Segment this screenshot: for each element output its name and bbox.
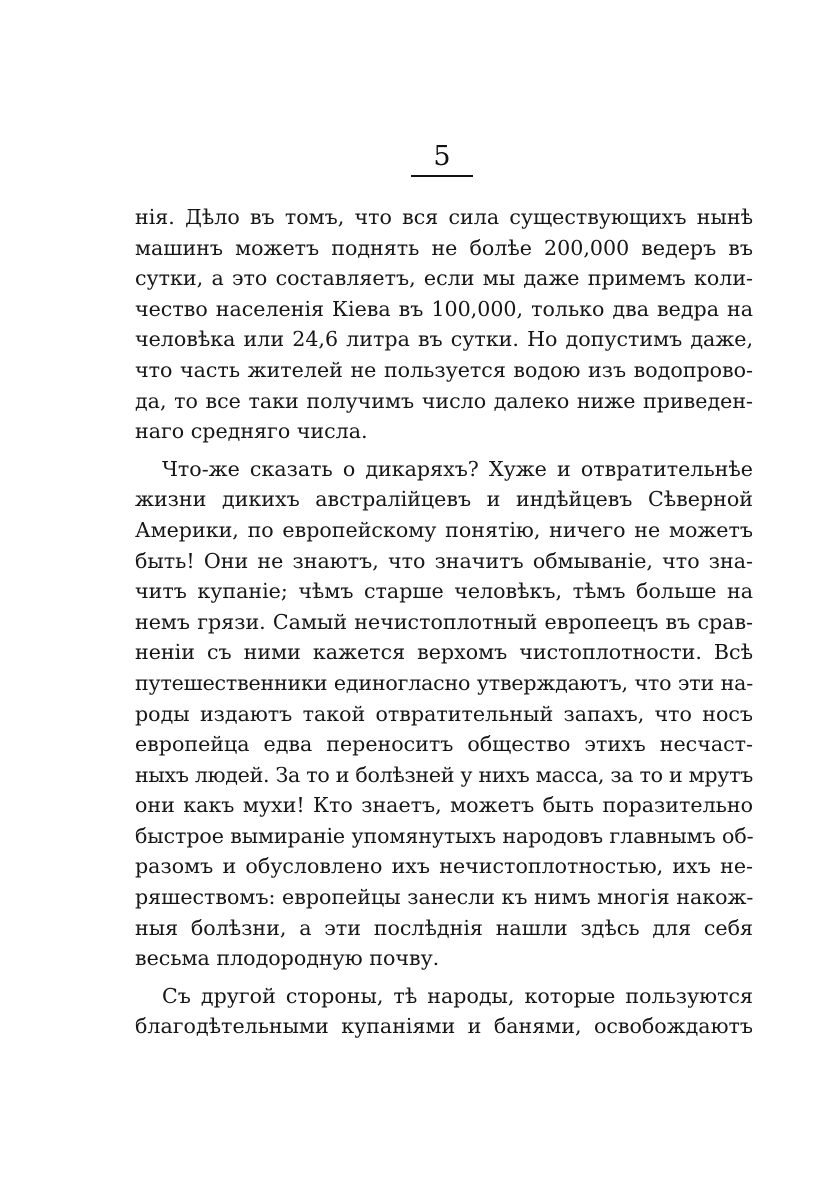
text-line: читъ купаніе; чѣмъ старше человѣкъ, тѣмъ больше на (135, 579, 753, 604)
text-line: ныхъ людей. За то и болѣзней у нихъ масса, за то и мрутъ (135, 762, 753, 787)
text-line: нія. Дѣло въ томъ, что вся сила существующихъ нынѣ (135, 205, 753, 229)
text-line: ряшествомъ: европейцы занесли къ нимъ многія накож- (135, 885, 754, 910)
paragraph-spacing (135, 974, 753, 981)
text-line: жизни дикихъ австралійцевъ и индѣйцевъ Сѣверной (135, 487, 753, 512)
text-line: да, то все таки получимъ число далеко ниже приведен- (135, 388, 753, 413)
text-line: быстрое вымираніе упомянутыхъ народовъ главнымъ об- (135, 823, 754, 848)
text-line: разомъ и обусловлено ихъ нечистоплотностью, ихъ не- (135, 854, 753, 879)
paragraph-2 (135, 454, 753, 974)
text-line: чество населенія Кіева въ 100,000, только два ведра на (135, 296, 753, 321)
text-line: неніи съ ними кажется верхомъ чистоплотности. Всѣ (135, 640, 753, 665)
paragraph-1 (135, 202, 753, 447)
text-line: Америки, по европейскому понятію, ничего не можетъ (135, 517, 753, 542)
text-line: машинъ можетъ поднять не болѣе 200,000 ведеръ въ (135, 235, 753, 260)
text-line: путешественники единогласно утверждаютъ, что эти на- (135, 670, 753, 695)
text-line: человѣка или 24,6 литра въ сутки. Но допустимъ даже, (135, 327, 753, 352)
body-text (135, 202, 753, 1042)
text-line: немъ грязи. Самый нечистоплотный европеецъ въ срав- (135, 609, 753, 634)
text-line: Что-же сказать о дикаряхъ? Хуже и отвратительнѣе (162, 456, 753, 481)
text-line: Съ другой стороны, тѣ народы, которые пользуются (162, 983, 753, 1008)
text-line: благодѣтельными купаніями и банями, освобождаютъ (135, 1014, 753, 1039)
page-number: 5 (433, 141, 451, 172)
text-line: наго средняго числа. (135, 419, 368, 444)
text-line: европейца едва переноситъ общество этихъ несчаст- (135, 732, 753, 757)
text-line: весьма плодородную почву. (135, 946, 440, 971)
text-line: сутки, а это составляетъ, если мы даже примемъ коли- (135, 266, 753, 291)
text-line: быть! Они не знаютъ, что значитъ обмываніе, что зна- (135, 548, 753, 573)
page-number-rule (411, 175, 473, 177)
text-line: ныя болѣзни, а эти послѣднія нашли здѣсь для себя (135, 915, 753, 940)
text-line: что часть жителей не пользуется водою изъ водопрово- (135, 357, 753, 382)
paragraph-spacing (135, 447, 753, 454)
paragraph-3 (135, 981, 753, 1042)
text-line: они какъ мухи! Кто знаетъ, можетъ быть поразительно (135, 793, 753, 818)
text-line: роды издаютъ такой отвратительный запахъ, что носъ (135, 701, 753, 726)
